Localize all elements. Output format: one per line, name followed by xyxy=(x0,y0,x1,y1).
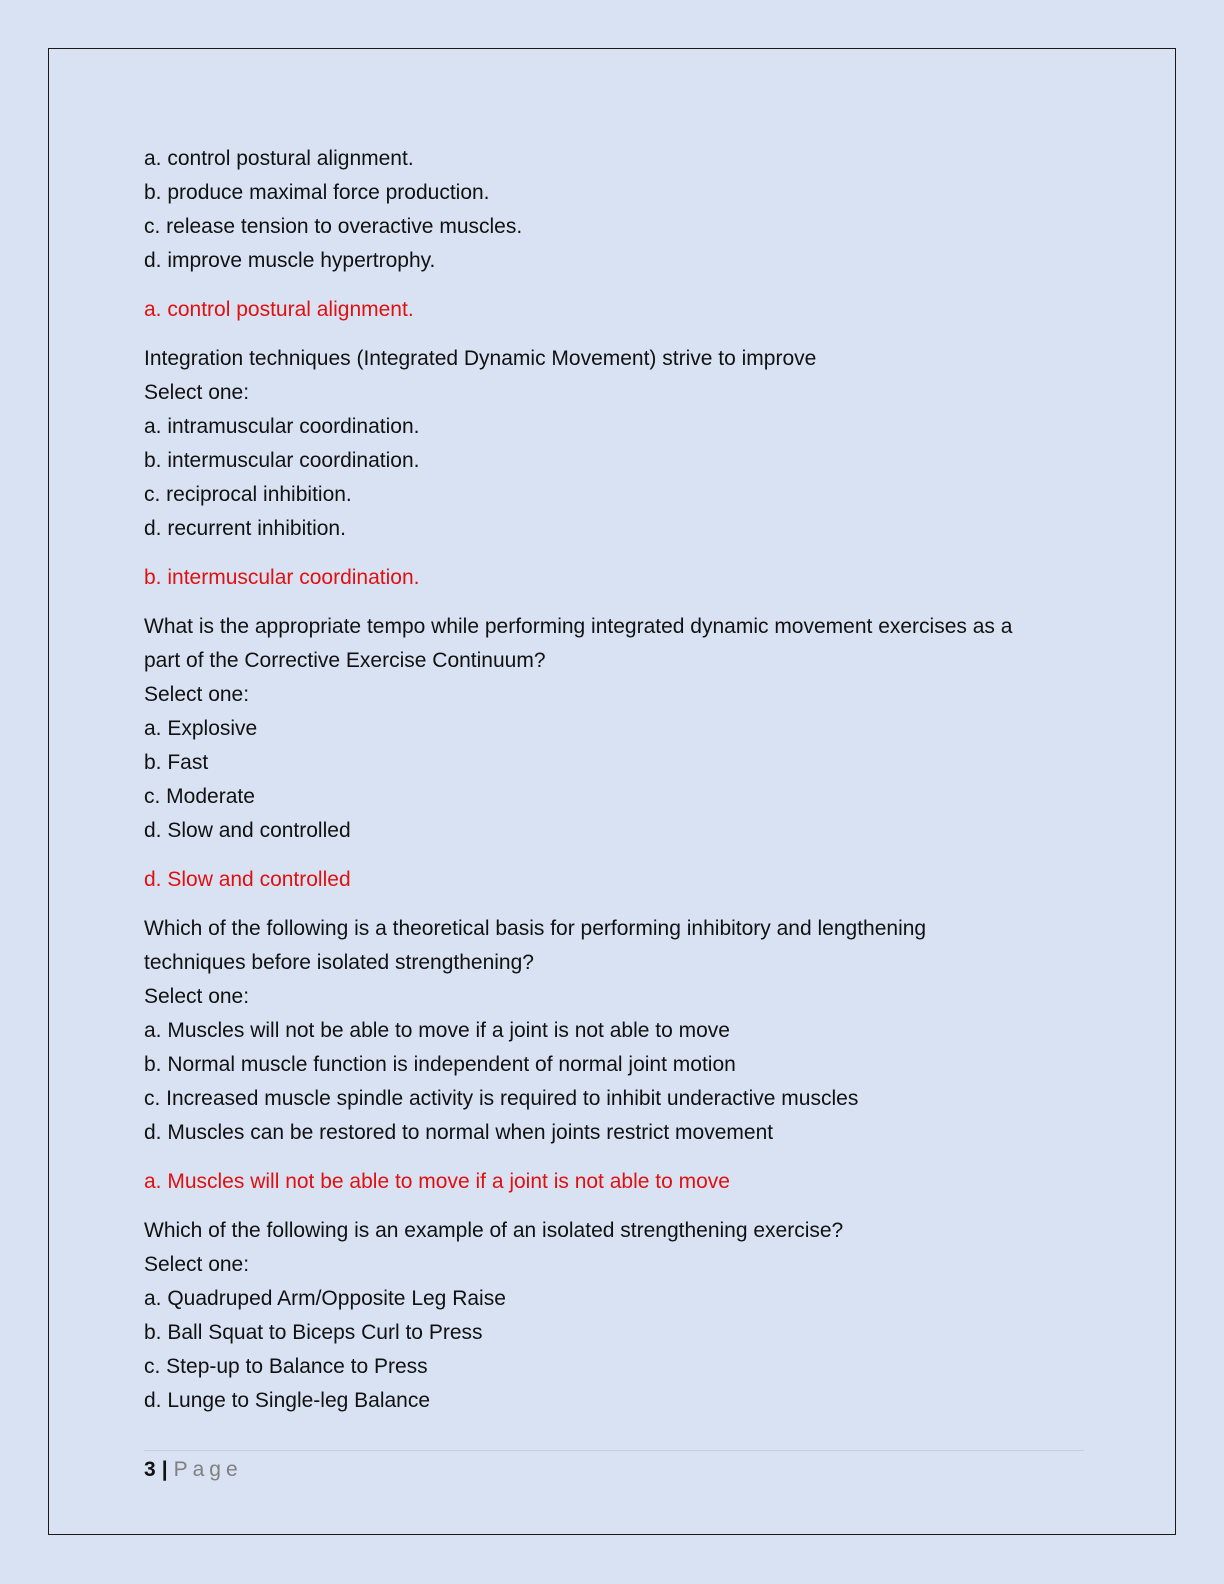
answer-block-3 xyxy=(144,863,1084,897)
answer-line: a. Muscles will not be able to move if a joint is not able to move xyxy=(144,1170,730,1193)
option-line: b. Ball Squat to Biceps Curl to Press xyxy=(144,1321,483,1344)
option-line: a. control postural alignment. xyxy=(144,147,414,170)
answer-line: b. intermuscular coordination. xyxy=(144,566,420,589)
question-line: techniques before isolated strengthening? xyxy=(144,951,534,974)
question-block-4 xyxy=(144,912,1084,1150)
option-line: d. Lunge to Single-leg Balance xyxy=(144,1389,431,1412)
select-one-label: Select one: xyxy=(144,985,250,1008)
option-line: c. release tension to overactive muscles. xyxy=(144,215,523,238)
page-label: Page xyxy=(173,1458,243,1481)
question-block-1 xyxy=(144,142,1084,278)
page-separator: | xyxy=(161,1458,168,1481)
question-line: part of the Corrective Exercise Continuum? xyxy=(144,649,546,672)
option-line: d. improve muscle hypertrophy. xyxy=(144,249,436,272)
question-line: What is the appropriate tempo while performing integrated dynamic movement exercises as a xyxy=(144,615,1013,638)
option-line: b. produce maximal force production. xyxy=(144,181,490,204)
question-line: Integration techniques (Integrated Dynamic Movement) strive to improve xyxy=(144,347,817,370)
page-number: 3 xyxy=(144,1458,156,1481)
option-line: a. Quadruped Arm/Opposite Leg Raise xyxy=(144,1287,506,1310)
select-one-label: Select one: xyxy=(144,381,250,404)
option-line: b. intermuscular coordination. xyxy=(144,449,420,472)
answer-block-1 xyxy=(144,293,1084,327)
option-line: b. Normal muscle function is independent of normal joint motion xyxy=(144,1053,736,1076)
option-line: b. Fast xyxy=(144,751,209,774)
option-line: c. Step-up to Balance to Press xyxy=(144,1355,428,1378)
option-line: c. reciprocal inhibition. xyxy=(144,483,352,506)
option-line: a. Muscles will not be able to move if a joint is not able to move xyxy=(144,1019,730,1042)
option-line: a. intramuscular coordination. xyxy=(144,415,420,438)
select-one-label: Select one: xyxy=(144,1253,250,1276)
question-block-2 xyxy=(144,342,1084,546)
answer-block-4 xyxy=(144,1165,1084,1199)
option-line: d. recurrent inhibition. xyxy=(144,517,346,540)
option-line: d. Slow and controlled xyxy=(144,819,351,842)
option-line: c. Moderate xyxy=(144,785,255,808)
question-line: Which of the following is an example of an isolated strengthening exercise? xyxy=(144,1219,844,1242)
option-line: a. Explosive xyxy=(144,717,258,740)
page-footer xyxy=(144,1455,243,1485)
footer-divider xyxy=(144,1450,1084,1451)
option-line: d. Muscles can be restored to normal when joints restrict movement xyxy=(144,1121,774,1144)
answer-line: a. control postural alignment. xyxy=(144,298,414,321)
question-block-3 xyxy=(144,610,1084,848)
select-one-label: Select one: xyxy=(144,683,250,706)
question-line: Which of the following is a theoretical basis for performing inhibitory and lengthening xyxy=(144,917,927,940)
answer-line: d. Slow and controlled xyxy=(144,868,351,891)
question-block-5 xyxy=(144,1214,1084,1418)
option-line: c. Increased muscle spindle activity is required to inhibit underactive muscles xyxy=(144,1087,859,1110)
answer-block-2 xyxy=(144,561,1084,595)
document-body xyxy=(144,142,1084,1433)
